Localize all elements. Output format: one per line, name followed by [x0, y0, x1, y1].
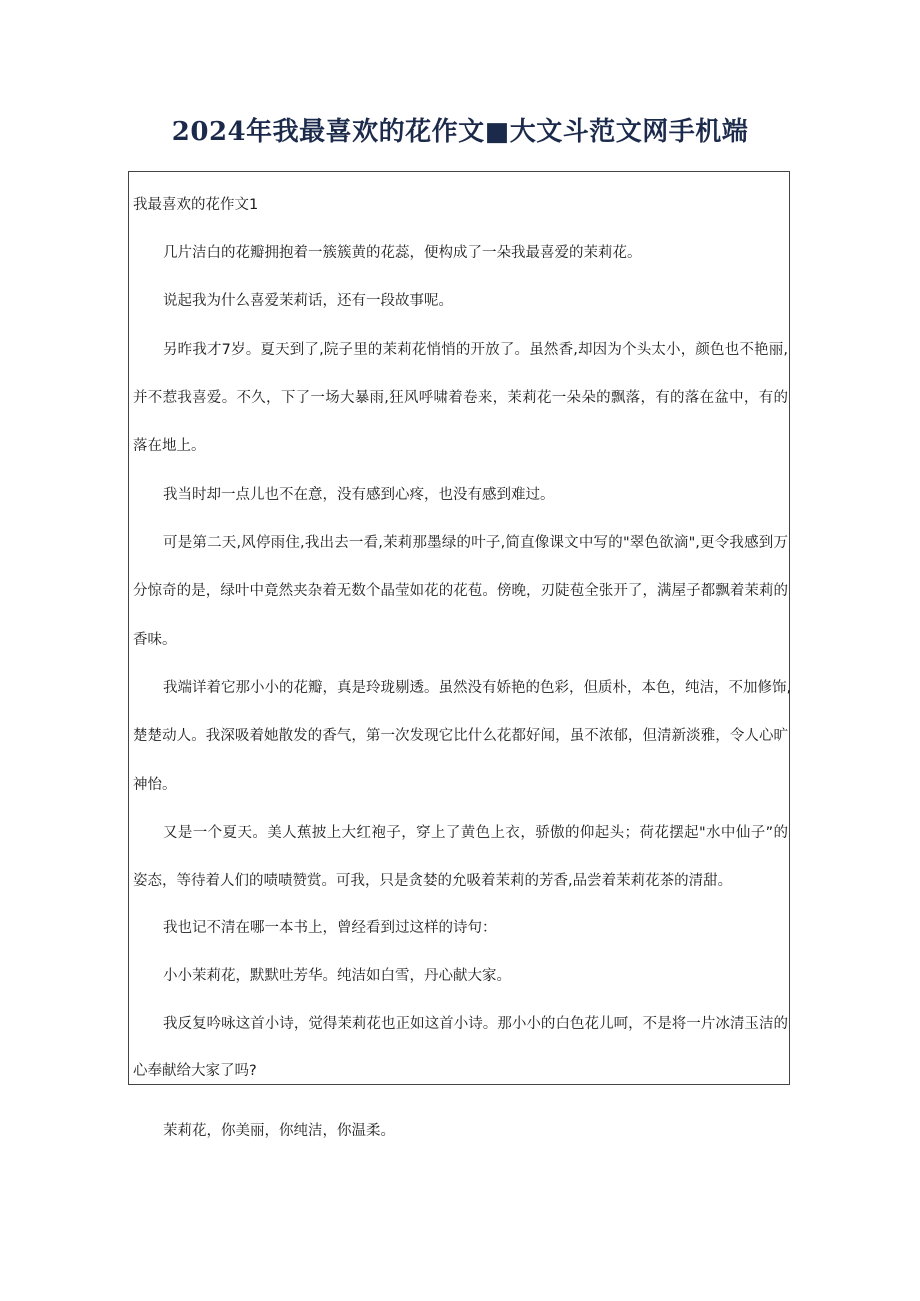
paragraph-line: 心奉献给大家了吗? [133, 1063, 257, 1079]
paragraph-line: 分惊奇的是，绿叶中竟然夹杂着无数个晶莹如花的花苞。傍晚，刃陡苞全张开了，满屋子都飘着茉莉的 [133, 583, 788, 599]
paragraph-line: 神怡。 [133, 777, 177, 793]
paragraph-line: 可是第二天,风停雨住,我出去一看,茉莉那墨绿的叶子,简直像课文中写的"翠色欲滴",更令我感到万 [163, 535, 788, 551]
paragraph-line: 我端详着它那小小的花瓣，真是玲珑剔透。虽然没有娇艳的色彩，但质朴，本色，纯洁，不加修饰, [163, 680, 792, 696]
paragraph-line: 我当时却一点儿也不在意，没有感到心疼，也没有感到难过。 [163, 487, 555, 503]
page-title: 2024年我最喜欢的花作文■大文斗范文网手机端 [171, 117, 749, 147]
closing-line: 茉莉花，你美丽，你纯洁，你温柔。 [163, 1123, 395, 1139]
essay-heading: 我最喜欢的花作文1 [133, 197, 259, 213]
paragraph-line: 我也记不清在哪一本书上，曾经看到过这样的诗句： [163, 920, 497, 936]
paragraph-line: 说起我为什么喜爱茉莉话，还有一段故事呢。 [163, 293, 453, 309]
paragraph-line: 落在地上。 [133, 438, 206, 454]
paragraph-line: 香味。 [133, 632, 177, 648]
paragraph-line: 姿态，等待着人们的啧啧赞赏。可我，只是贪婪的允吸着茉莉的芳香,品尝着茉莉花茶的清甜。 [133, 873, 733, 889]
paragraph-line: 几片洁白的花瓣拥抱着一簇簇黄的花蕊，便构成了一朵我最喜爱的茉莉花。 [163, 245, 642, 261]
paragraph-line: 我反复吟咏这首小诗，觉得茉莉花也正如这首小诗。那小小的白色花儿呵，不是将一片冰清玉洁的 [163, 1016, 788, 1032]
paragraph-line: 又是一个夏天。美人蕉披上大红袍子，穿上了黄色上衣，骄傲的仰起头；荷花摆起"水中仙子”的 [163, 825, 788, 841]
poem-line: 小小茉莉花，默默吐芳华。纯洁如白雪，丹心献大家。 [163, 968, 511, 984]
paragraph-line: 并不惹我喜爱。不久，下了一场大暴雨,狂风呼啸着卷来，茉莉花一朵朵的飘落，有的落在盆中，有的 [133, 390, 788, 406]
paragraph-line: 另昨我才7岁。夏天到了,院子里的茉莉花悄悄的开放了。虽然香,却因为个头太小，颜色也不艳丽, [163, 342, 788, 358]
paragraph-line: 楚楚动人。我深吸着她散发的香气，第一次发现它比什么花都好闻，虽不浓郁，但清新淡雅，令人心旷 [133, 728, 788, 744]
